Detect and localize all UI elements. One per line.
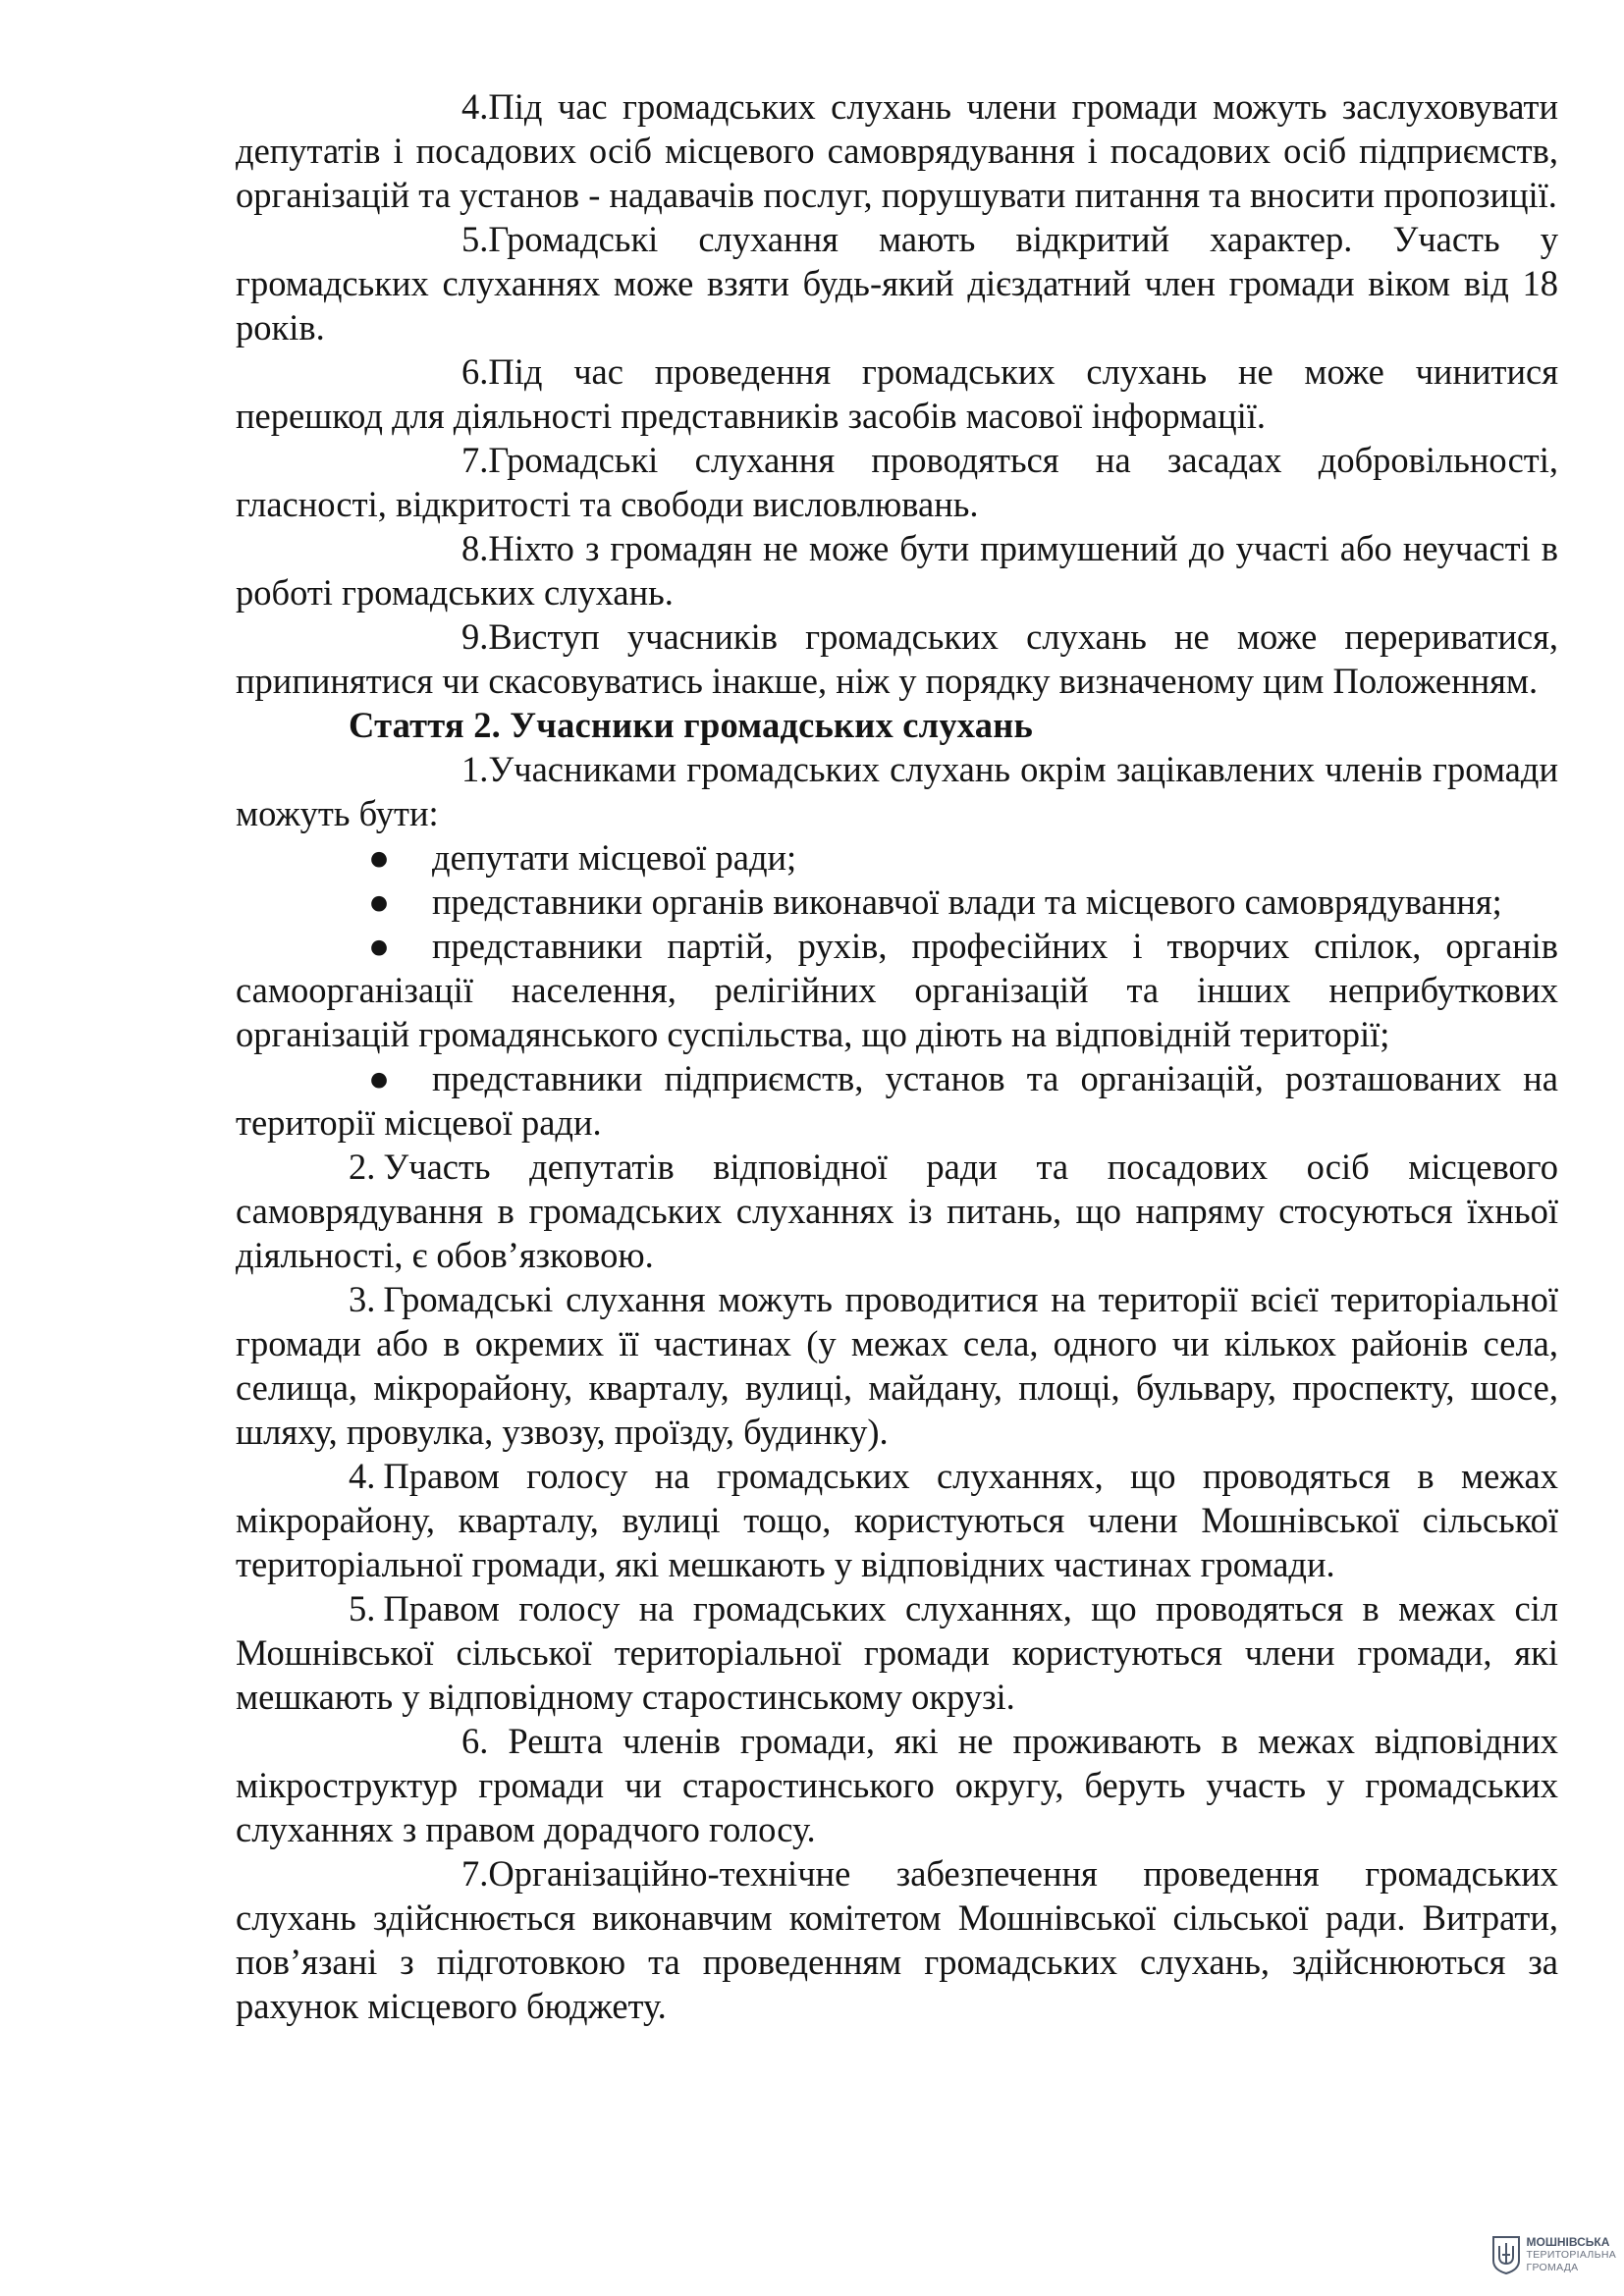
- paragraph-item-8: [236, 526, 1558, 614]
- paragraph-number: 5.: [349, 1588, 376, 1629]
- paragraph-text: Громадські слухання можуть проводитися на території всієї територіальної громади або в окремих її частинах (у межах села, одного чи кількох районів села, селища, мікрорайону, кварталу, вулиці, майдану, площі, бульвару, проспекту, шосе, шляху, провулка, узвозу, проїзду, будинку).: [236, 1279, 1558, 1452]
- bullet-icon: ●: [368, 837, 391, 878]
- paragraph-item-4b: [236, 1454, 1558, 1586]
- article-intro: [236, 747, 1558, 835]
- paragraph-number: 7.: [461, 1853, 489, 1894]
- paragraph-text: Правом голосу на громадських слуханнях, що проводяться в межах сіл Мошнівської сільської територіальної громади користуються члени громади, які мешкають у відповідному старостинському окрузі.: [236, 1588, 1558, 1717]
- bullet-text: представники підприємств, установ та організацій, розташованих на території місцевої ради.: [236, 1058, 1558, 1143]
- bullet-item: [236, 835, 1558, 880]
- document-body: [236, 84, 1558, 2028]
- community-logo: [1491, 2235, 1617, 2274]
- bullet-icon: ●: [368, 1058, 391, 1098]
- paragraph-text: Під час проведення громадських слухань не може чинитися перешкод для діяльності представників засобів масової інформації.: [236, 351, 1558, 436]
- logo-title: МОШНІВСЬКА: [1526, 2234, 1610, 2249]
- paragraph-number: 5.: [461, 219, 489, 259]
- paragraph-item-7b: [236, 1851, 1558, 2028]
- paragraph-number: 4.: [349, 1456, 376, 1496]
- paragraph-text: Громадські слухання мають відкритий характер. Участь у громадських слуханнях може взяти будь-який дієздатний член громади віком від 18 років.: [236, 219, 1558, 347]
- paragraph-number: 2.: [349, 1147, 376, 1187]
- paragraph-number: 7.: [461, 440, 489, 480]
- logo-subtitle-2: ГРОМАДА: [1526, 2261, 1579, 2273]
- paragraph-number: 3.: [349, 1279, 376, 1319]
- paragraph-text: Ніхто з громадян не може бути примушений до участі або неучасті в роботі громадських слухань.: [236, 528, 1558, 613]
- paragraph-text: Правом голосу на громадських слуханнях, що проводяться в межах мікрорайону, кварталу, вулиці тощо, користуються члени Мошнівської сільської територіальної громади, які мешкають у відповідних частинах громади.: [236, 1456, 1558, 1584]
- article-heading: Стаття 2. Учасники громадських слухань: [349, 705, 1033, 745]
- paragraph-item-5: [236, 217, 1558, 349]
- bullet-text: представники органів виконавчої влади та місцевого самоврядування;: [432, 881, 1502, 922]
- paragraph-text: Участь депутатів відповідної ради та посадових осіб місцевого самоврядування в громадських слуханнях із питань, що напряму стосуються їхньої діяльності, є обов’язковою.: [236, 1147, 1558, 1275]
- paragraph-number: 6.: [461, 351, 489, 392]
- logo-subtitle: ТЕРИТОРІАЛЬНА: [1526, 2248, 1616, 2261]
- bullet-item: [236, 880, 1558, 924]
- paragraph-item-2: [236, 1145, 1558, 1277]
- paragraph-item-3: [236, 1277, 1558, 1454]
- bullet-icon: ●: [368, 881, 391, 922]
- trident-coat-of-arms-icon: [1491, 2235, 1521, 2274]
- paragraph-item-9: [236, 614, 1558, 703]
- paragraph-item-6b: [236, 1719, 1558, 1851]
- paragraph-item-6: [236, 349, 1558, 438]
- bullet-icon: ●: [368, 926, 391, 966]
- paragraph-item-4: [236, 84, 1558, 217]
- paragraph-item-7: [236, 438, 1558, 526]
- paragraph-text: Учасниками громадських слухань окрім зацікавлених членів громади можуть бути:: [236, 749, 1558, 833]
- logo-text: [1527, 2236, 1617, 2274]
- paragraph-text: Організаційно-технічне забезпечення проведення громадських слухань здійснюється виконавчим комітетом Мошнівської сільської ради. Витрати, пов’язані з підготовкою та проведенням громадських слухань, здійснюються за рахунок місцевого бюджету.: [236, 1853, 1558, 2026]
- paragraph-text: Громадські слухання проводяться на засадах добровільності, гласності, відкритості та свободи висловлювань.: [236, 440, 1558, 524]
- bullet-item: [236, 924, 1558, 1056]
- paragraph-number: 6.: [461, 1721, 489, 1761]
- bullet-text: представники партій, рухів, професійних і творчих спілок, органів самоорганізації населення, релігійних організацій та інших неприбуткових організацій громадянського суспільства, що діють на відповідній території;: [236, 926, 1558, 1054]
- paragraph-number: 8.: [461, 528, 489, 568]
- paragraph-number: 9.: [461, 616, 489, 657]
- paragraph-number: 1.: [461, 749, 489, 789]
- paragraph-text: Решта членів громади, які не проживають в межах відповідних мікроструктур громади чи старостинського округу, беруть участь у громадських слуханнях з правом дорадчого голосу.: [236, 1721, 1558, 1849]
- bullet-item: [236, 1056, 1558, 1145]
- paragraph-item-5b: [236, 1586, 1558, 1719]
- paragraph-text: Виступ учасників громадських слухань не може перериватися, припинятися чи скасовуватись інакше, ніж у порядку визначеному цим Положенням.: [236, 616, 1558, 701]
- bullet-text: депутати місцевої ради;: [432, 837, 797, 878]
- paragraph-text: Під час громадських слухань члени громади можуть заслуховувати депутатів і посадових осіб місцевого самоврядування і посадових осіб підприємств, організацій та установ - надавачів послуг, порушувати питання та вносити пропозиції.: [236, 86, 1558, 215]
- paragraph-number: 4.: [461, 86, 489, 127]
